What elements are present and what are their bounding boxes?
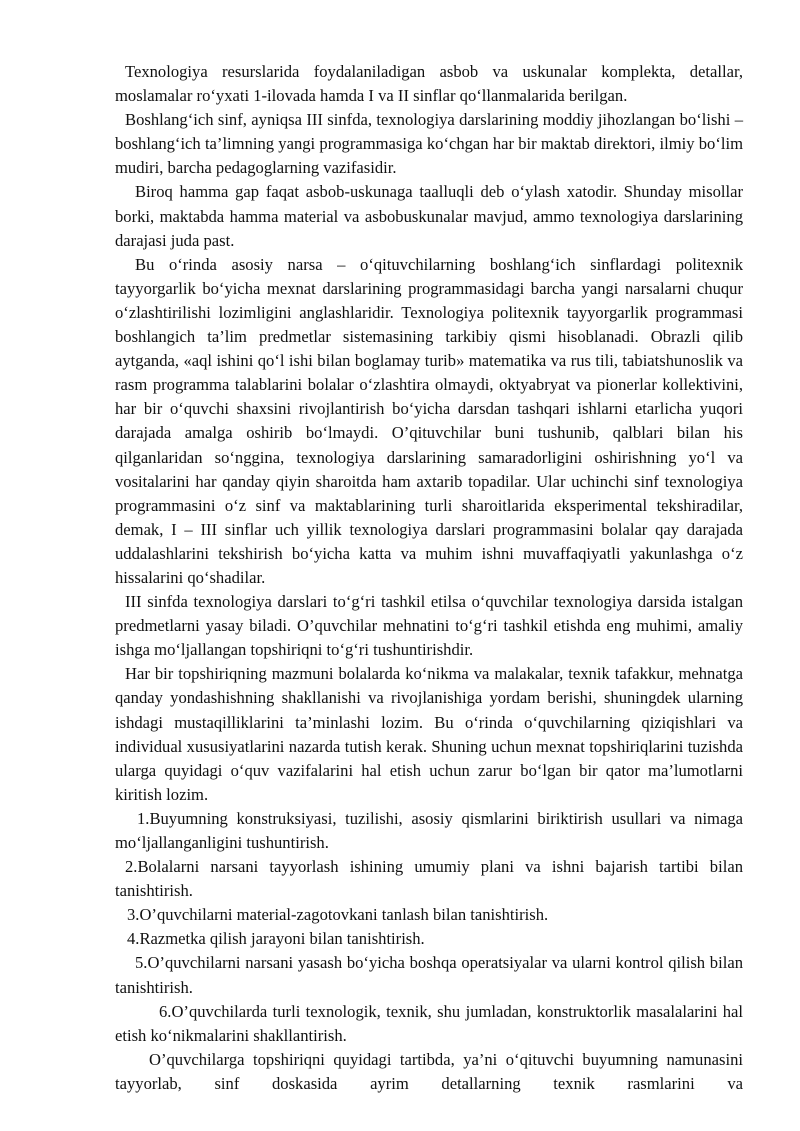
list-item-2: 2.Bolalarni narsani tayyorlash ishining umumiy plani va ishni bajarish tartibi bilan tanishtirish. xyxy=(115,857,743,901)
paragraph-equipment: Boshlang‘ich sinf, ayniqsa III sinfda, texnologiya darslarining moddiy jihozlangan bo‘lishi – boshlang‘ich ta’limning yangi programmasiga ko‘chgan har bir maktab direktori, ilmiy bo‘lim mudiri, barcha pedagoglarning vazifasidir. xyxy=(115,110,743,178)
paragraph-order: O’quvchilarga topshiriqni quyidagi tartibda, ya’ni o‘qituvchi buyumning namunasini tayyorlab, sinf doskasida ayrim detallarning texnik rasmlarini va xyxy=(115,1049,743,1093)
paragraph-teachers-role: Bu o‘rinda asosiy narsa – o‘qituvchilarning boshlang‘ich sinflardagi politexnik tayyorgarlik bo‘yicha mexnat darslarining programmasidagi barcha yangi narsalarni chuqur o‘zlashtirilishi lozimligini anglashlaridir. Texnologiya politexnik tayyorgarlik programmasi boshlangich ta’lim predmetlar sistemasining tarkibiy qismi hisoblanadi. Obrazli qilib aytganda, «aql ishini qo‘l ishi bilan boglamay turib» matematika va rus tili, tabiatshunoslik va rasm programma talablarini bolalar o‘zlashtira olmaydi, oktyabryat va pionerlar kollektivini, har bir o‘quvchi shaxsini rivojlantirish bo‘yicha darsdan tashqari ishlarni etarlicha yuqori darajada amalga oshirib bo‘lmaydi. O’qituvchilar buni tushunib, qalblari bilan his qilganlaridan so‘nggina, texnologiya darslarining samaradorligini oshirishning yo‘l va vositalarini har qanday qiyin sharoitda ham axtarib topadilar. Ular uchinchi sinf texnologiya programmasini o‘z sinf va maktablarining turli sharoitlarida eksperimental tekshiradilar, demak, I – III sinflar uch yillik texnologiya darslari programmasini bolalar qay darajada uddalashlarini tekshirish bo‘yicha katta va muhim ishni muvaffaqiyatli yakunlashga o‘z hissalarini qo‘shadilar. xyxy=(115,254,743,587)
list-item-3: 3.O’quvchilarni material-zagotovkani tanlash bilan tanishtirish. xyxy=(127,905,549,925)
paragraph-resources: Texnologiya resurslarida foydalaniladigan asbob va uskunalar komplekta, detallar, moslamalar ro‘yxati 1-ilovada hamda I va II sinflar qo‘llanmalarida berilgan. xyxy=(115,62,743,106)
document-page xyxy=(115,60,743,1096)
paragraph-not-only-tools: Biroq hamma gap faqat asbob-uskunaga taalluqli deb o‘ylash xatodir. Shunday misollar borki, maktabda hamma material va asbobuskunalar mavjud, ammo texnologiya darslarining darajasi juda past. xyxy=(115,182,743,250)
paragraph-third-grade: III sinfda texnologiya darslari to‘g‘ri tashkil etilsa o‘quvchilar texnologiya darsida istalgan predmetlarni yasay biladi. O’quvchilar mehnatini to‘g‘ri tashkil etishda eng muhimi, amaliy ishga mo‘ljallangan topshiriqni to‘g‘ri tushuntirishdir. xyxy=(115,592,743,660)
list-item-4: 4.Razmetka qilish jarayoni bilan tanishtirish. xyxy=(127,929,425,949)
paragraph-task-content: Har bir topshiriqning mazmuni bolalarda ko‘nikma va malakalar, texnik tafakkur, mehnatga qanday yondashishning shakllanishi va rivojlanishiga yordam berishi, shuningdek ularning ishdagi mustaqilliklarini ta’minlashi lozim. Bu o‘rinda o‘quvchilarning qiziqishlari va individual xususiyatlarini nazarda tutish kerak. Shuning uchun mexnat topshiriqlarini tuzishda ularga quyidagi o‘quv vazifalarini hal etish uchun zarur bo‘lgan bir qator ma’lumotlarni kiritish lozim. xyxy=(115,664,743,804)
list-item-5: 5.O’quvchilarni narsani yasash bo‘yicha boshqa operatsiyalar va ularni kontrol qilish bilan tanishtirish. xyxy=(115,953,743,997)
list-item-1: 1.Buyumning konstruksiyasi, tuzilishi, asosiy qismlarini biriktirish usullari va nimaga mo‘ljallanganligini tushuntirish. xyxy=(115,808,743,852)
list-item-6: 6.O’quvchilarda turli texnologik, texnik, shu jumladan, konstruktorlik masalalarini hal etish ko‘nikmalarini shakllantirish. xyxy=(115,1001,743,1045)
